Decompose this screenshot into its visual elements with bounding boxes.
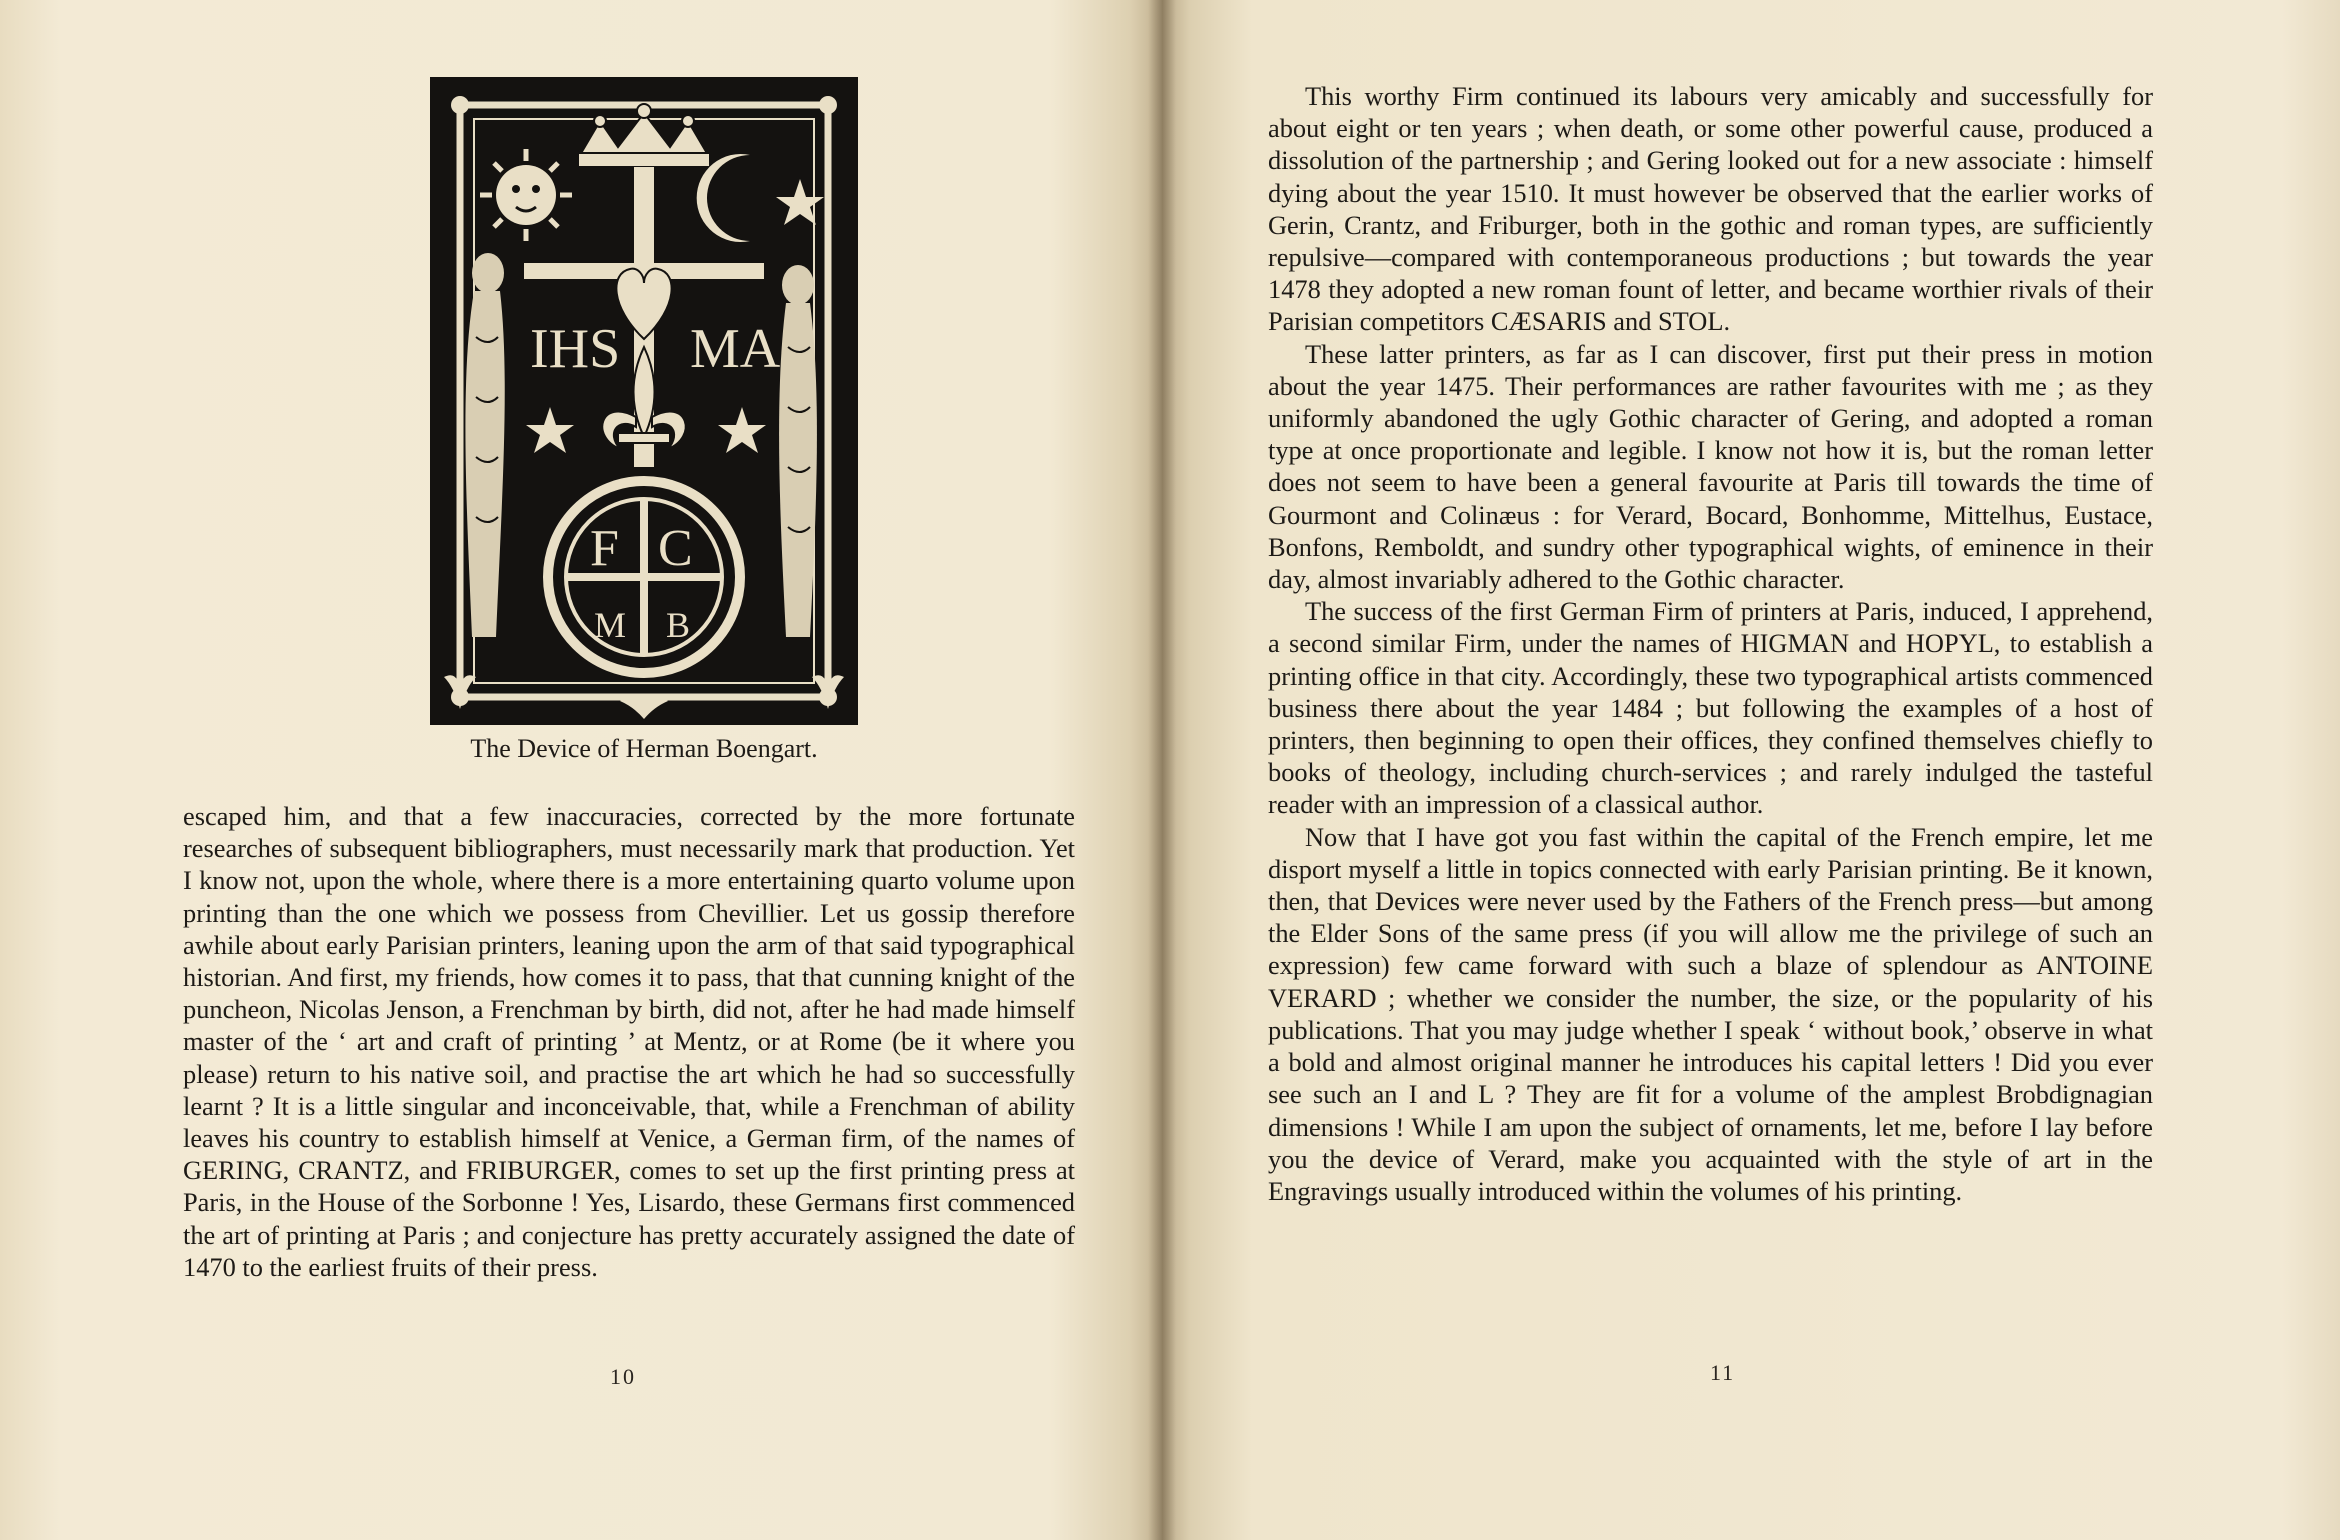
plate-letter-c: C [658, 520, 693, 577]
plate-ihs-letters: IHS [530, 318, 621, 380]
plate-letter-b: B [666, 605, 691, 645]
right-page-text [1268, 80, 2153, 1207]
left-page [0, 0, 1162, 1540]
right-page [1162, 0, 2340, 1540]
right-paragraph-1: This worthy Firm continued its labours very amicably and successfully for about eight or ten years ; when death, or some other powerful cause, produced a dissolution of the partnership ; and Gering looked out for a new associate : himself dying about the year 1510. It must however be observed that the earlier works of Gerin, Crantz, and Friburger, both in the gothic and roman types, are sufficiently repulsive—compared with contemporaneous productions ; but towards the year 1478 they adopted a new roman fount of letter, and became worthier rivals of their Parisian competitors CÆSARIS and STOL. [1268, 81, 2153, 337]
book-gutter [1148, 0, 1176, 1540]
printer-device-woodcut [430, 77, 858, 725]
left-paragraph-1: escaped him, and that a few inaccuracies, corrected by the more fortunate researches of subsequent bibliographers, must necessarily mark that production. Yet I know not, upon the whole, where there is a more entertaining quarto volume upon printing than the one which we possess from Chevillier. Let us gossip therefore awhile about early Parisian printers, leaning upon the arm of that said typographical historian. And first, my friends, how comes it to pass, that that cunning knight of the puncheon, Nicolas Jenson, a Frenchman by birth, did not, after he had made himself master of the ‘ art and craft of printing ’ at Mentz, or at Rome (be it where you please) return to his native soil, and practise the art which he had so successfully learnt ? It is a little singular and inconceivable, that, while a Frenchman of ability leaves his country to establish himself at Venice, a German firm, of the names of GERING, CRANTZ, and FRIBURGER, comes to set up the first printing press at Paris, in the House of the Sorbonne ! Yes, Lisardo, these Germans first commenced the art of printing at Paris ; and conjecture has pretty accurately assigned the date of 1470 to the earliest fruits of their press. [183, 801, 1075, 1282]
right-paragraph-3: The success of the first German Firm of printers at Paris, induced, I apprehend, a second similar Firm, under the names of HIGMAN and HOPYL, to establish a printing office in that city. Accordingly, these two typographical artists commenced business there about the year 1484 ; but following the examples of a host of printers, then beginning to open their offices, they confined themselves chiefly to books of theology, including church-services ; and rarely indulged the tasteful reader with an impression of a classical author. [1268, 596, 2153, 820]
left-page-text [183, 800, 1075, 1283]
plate-letter-m: M [594, 605, 627, 645]
right-paragraph-2: These latter printers, as far as I can discover, first put their press in motion about the year 1475. Their performances are rather favourites with me ; as they uniformly abandoned the ugly Gothic character of Gering, and adopted a roman type at once proportionate and legible. I know not how it is, but the roman letter does not seem to have been a general favourite at Paris till towards the time of Gourmont and Colinæus : for Verard, Bocard, Bonhomme, Mittelhus, Eustace, Bonfons, Remboldt, and sundry other typographical wights, of eminence in their day, almost invariably adhered to the Gothic character. [1268, 338, 2153, 595]
page-number-left: 10 [610, 1364, 636, 1389]
figure-caption: The Device of Herman Boengart. [470, 734, 818, 763]
right-paragraph-4: Now that I have got you fast within the capital of the French empire, let me disport myself a little in topics connected with early Parisian printing. Be it known, then, that Devices were never used by the Fathers of the French press—but among the Elder Sons of the same press (if you will allow me the privilege of such an expression) few came forward with such a blaze of splendour as ANTOINE VERARD ; whether we consider the number, the size, or the popularity of his publications. That you may judge whether I speak ‘ without book,’ observe in what a bold and almost original manner he introduces his capital letters ! Did you ever see such an I and L ? They are fit for a volume of the amplest Brobdignagian dimensions ! While I am upon the subject of ornaments, let me, before I lay before you the device of Verard, make you acquainted with the style of art in the Engravings usually introduced within the volumes of his printing. [1268, 821, 2153, 1206]
plate-ma-letters: MA [690, 318, 781, 380]
page-number-right: 11 [1710, 1360, 1736, 1385]
plate-letter-f: F [590, 520, 619, 577]
